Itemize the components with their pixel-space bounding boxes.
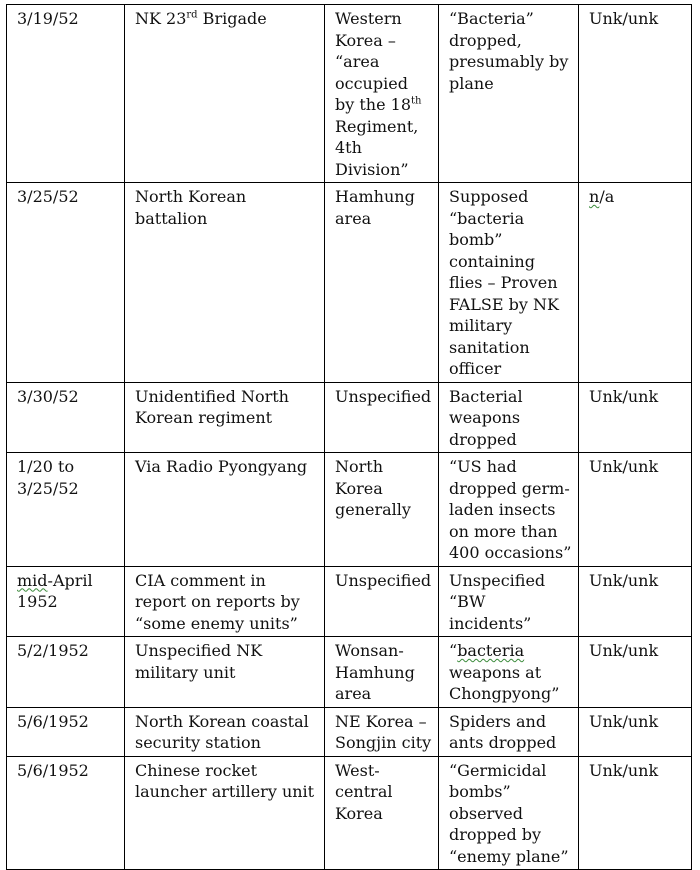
event-cell — [439, 5, 579, 183]
location-text: West-central Korea — [335, 760, 393, 823]
location-text: North Korea generally — [335, 457, 411, 519]
location-text: NE Korea – Songjin city — [335, 711, 432, 752]
status-text: Unk/unk — [589, 760, 659, 780]
unit-text: Via Radio Pyongyang — [135, 457, 308, 476]
table-row — [7, 453, 692, 567]
event-text-end: weapons at Chongpyong” — [449, 662, 560, 703]
location-text: Western Korea – “area occupied by the 18 — [335, 9, 412, 114]
status-text: /a — [599, 187, 615, 206]
unit-text: NK 23 — [135, 9, 187, 28]
unit-text: Unspecified NK military unit — [135, 641, 263, 682]
location-text: Unspecified — [335, 386, 432, 406]
table-row — [7, 637, 692, 708]
incident-table — [6, 4, 692, 870]
event-cell — [439, 566, 579, 637]
location-text: Wonsan-Hamhung area — [335, 641, 415, 703]
event-cell — [439, 453, 579, 567]
spellcheck-flagged-text: n — [589, 187, 600, 206]
date-cell — [7, 707, 125, 756]
unit-cell — [125, 637, 325, 708]
status-cell — [579, 756, 692, 870]
date-cell — [7, 637, 125, 708]
location-cell — [325, 566, 439, 637]
location-cell — [325, 5, 439, 183]
status-cell — [579, 5, 692, 183]
table-row — [7, 183, 692, 383]
table-row — [7, 5, 692, 183]
unit-cell — [125, 382, 325, 453]
unit-cell — [125, 566, 325, 637]
spellcheck-flagged-text: mid — [17, 570, 48, 590]
date-cell — [7, 5, 125, 183]
date-cell — [7, 756, 125, 870]
date-text: 5/2/1952 — [17, 641, 89, 660]
event-cell — [439, 707, 579, 756]
table-row — [7, 382, 692, 453]
date-text: 5/6/1952 — [17, 711, 89, 731]
location-cell — [325, 756, 439, 870]
event-text: Supposed “bacteria bomb” containing flies – Proven FALSE by NK military sanitation officer — [449, 187, 559, 378]
status-cell — [579, 637, 692, 708]
date-cell — [7, 566, 125, 637]
location-text: Unspecified — [335, 570, 432, 590]
spellcheck-flagged-text: bacteria — [457, 641, 525, 660]
status-text: Unk/unk — [589, 570, 659, 590]
event-text: Bacterial weapons dropped — [449, 386, 523, 449]
unit-cell — [125, 707, 325, 756]
unit-text-end: Brigade — [197, 9, 267, 28]
unit-cell — [125, 183, 325, 383]
event-cell — [439, 382, 579, 453]
unit-text: North Korean battalion — [135, 187, 247, 228]
status-text: Unk/unk — [589, 641, 659, 660]
date-text: -April 1952 — [17, 570, 93, 611]
status-cell — [579, 382, 692, 453]
unit-cell — [125, 5, 325, 183]
unit-text: Unidentified North Korean regiment — [135, 386, 289, 427]
unit-text: CIA comment in report on reports by “some enemy units” — [135, 570, 300, 633]
date-text: 5/6/1952 — [17, 760, 89, 780]
event-cell — [439, 756, 579, 870]
event-text: “ — [449, 641, 458, 660]
status-cell — [579, 707, 692, 756]
unit-cell — [125, 453, 325, 567]
location-cell — [325, 453, 439, 567]
location-text: Hamhung area — [335, 187, 415, 228]
date-cell — [7, 183, 125, 383]
ordinal-suffix: th — [411, 95, 422, 107]
event-text: “US had dropped germ-laden insects on more than 400 occasions” — [449, 457, 572, 562]
status-cell — [579, 183, 692, 383]
status-cell — [579, 453, 692, 567]
table-row — [7, 707, 692, 756]
unit-text: North Korean coastal security station — [135, 711, 309, 752]
status-text: Unk/unk — [589, 386, 659, 406]
status-cell — [579, 566, 692, 637]
ordinal-suffix: rd — [186, 9, 198, 21]
date-cell — [7, 453, 125, 567]
location-cell — [325, 382, 439, 453]
date-text: 1/20 to 3/25/52 — [17, 457, 79, 498]
date-text: 3/19/52 — [17, 9, 79, 28]
event-text: Spiders and ants dropped — [449, 711, 557, 752]
unit-cell — [125, 756, 325, 870]
table-row — [7, 756, 692, 870]
date-cell — [7, 382, 125, 453]
location-cell — [325, 637, 439, 708]
location-text-end: Regiment, 4th Division” — [335, 116, 419, 179]
event-text: Unspecified “BW incidents” — [449, 570, 546, 633]
unit-text: Chinese rocket launcher artillery unit — [135, 760, 315, 801]
date-text: 3/30/52 — [17, 386, 79, 406]
table-row — [7, 566, 692, 637]
event-text: “Germicidal bombs” observed dropped by “enemy plane” — [449, 760, 569, 866]
event-text: “Bacteria” dropped, presumably by plane — [449, 9, 569, 93]
status-text: Unk/unk — [589, 457, 659, 476]
event-cell — [439, 183, 579, 383]
status-text: Unk/unk — [589, 9, 659, 28]
location-cell — [325, 707, 439, 756]
status-text: Unk/unk — [589, 711, 659, 731]
event-cell — [439, 637, 579, 708]
location-cell — [325, 183, 439, 383]
date-text: 3/25/52 — [17, 187, 79, 206]
